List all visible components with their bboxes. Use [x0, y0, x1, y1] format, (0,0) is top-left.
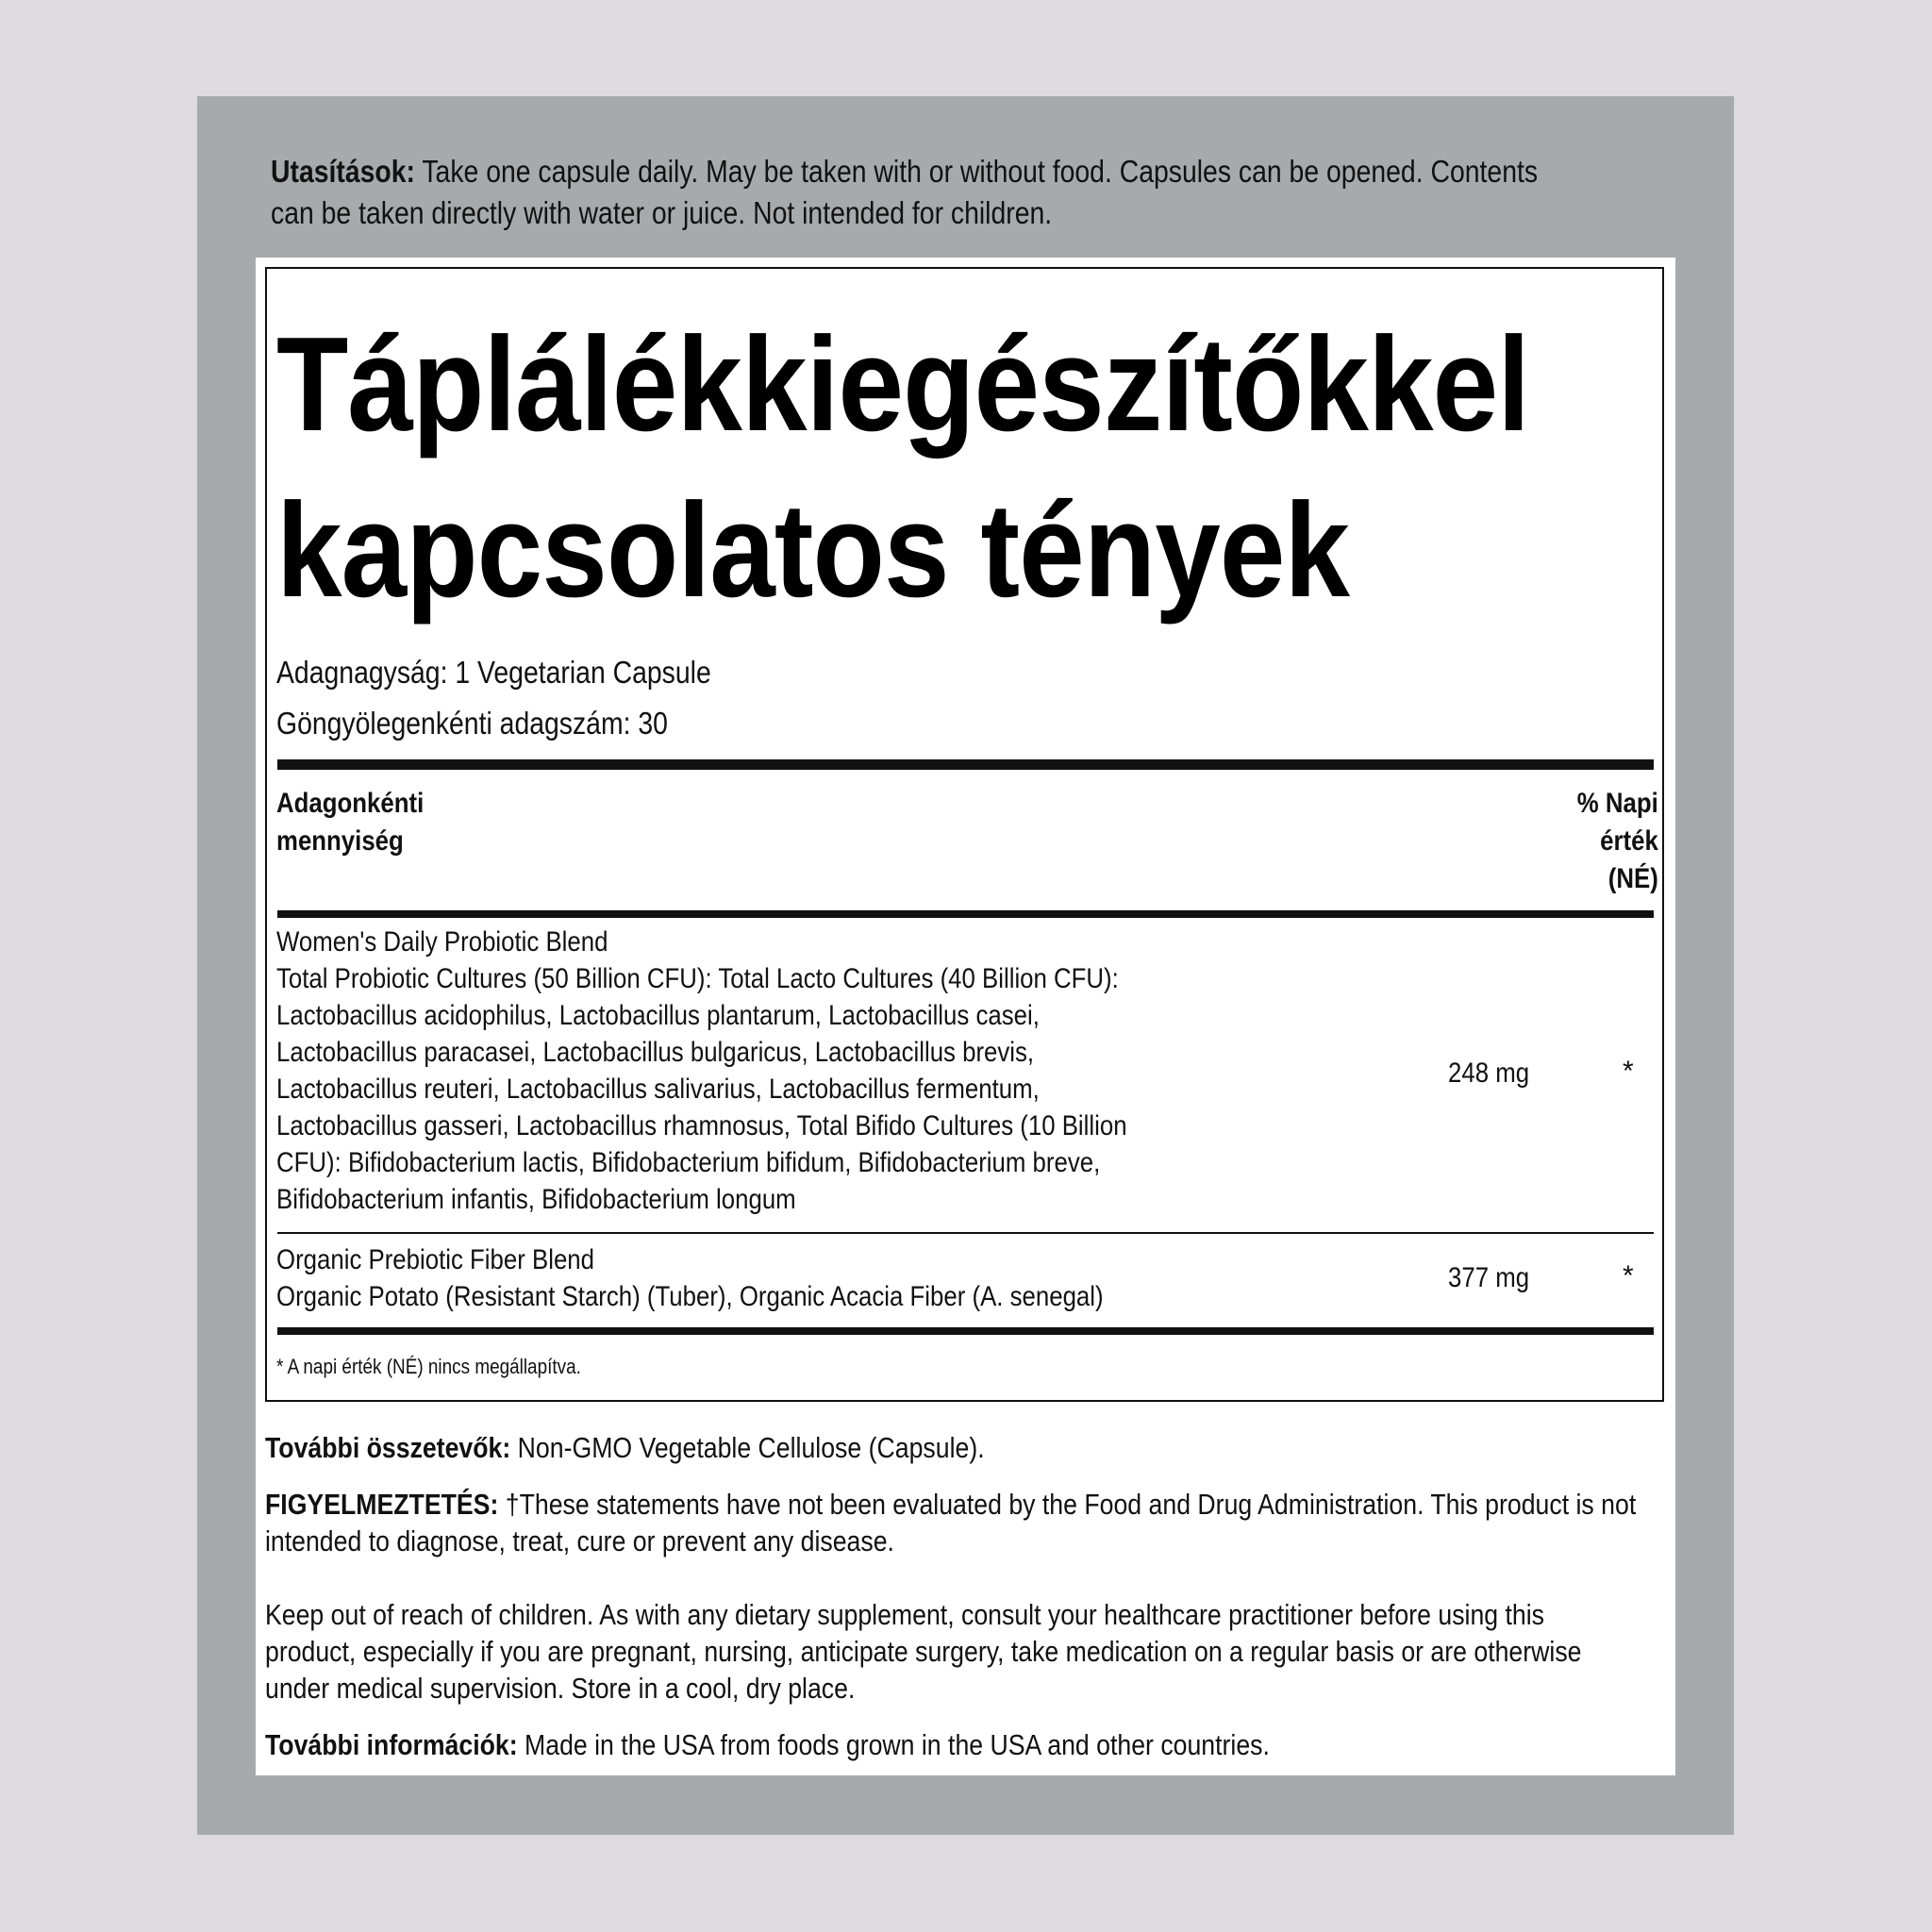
- ingredient-line: CFU): Bifidobacterium lactis, Bifidobacterium bifidum, Bifidobacterium breve,: [276, 1147, 1101, 1178]
- warning-line1: †These statements have not been evaluated by the Food and Drug Administration. This product is not: [505, 1488, 1637, 1521]
- warning-statement: [265, 1486, 1636, 1559]
- ingredient-line: Women's Daily Probiotic Blend: [276, 926, 608, 958]
- directions-line2: can be taken directly with water or juice. Not intended for children.: [271, 195, 1053, 230]
- other-ingredients-label: További összetevők:: [265, 1431, 511, 1464]
- supplement-facts-title: [276, 302, 1529, 634]
- warning-line2: intended to diagnose, treat, cure or prevent any disease.: [265, 1524, 894, 1557]
- ingredient-line: Lactobacillus gasseri, Lactobacillus rhamnosus, Total Bifido Cultures (10 Billion: [276, 1110, 1127, 1141]
- additional-information: [265, 1726, 1270, 1763]
- amount-header-line2: mennyiség: [276, 825, 404, 857]
- title-line1: Táplálékkiegészítőkkel: [276, 309, 1530, 459]
- servings-per-container: Göngyölegenkénti adagszám: 30: [276, 706, 668, 741]
- probiotic-blend-description: [276, 924, 1127, 1218]
- ingredient-line: Lactobacillus paracasei, Lactobacillus bulgaricus, Lactobacillus brevis,: [276, 1037, 1035, 1068]
- thick-divider: [277, 759, 1654, 770]
- prebiotic-blend-daily-value: *: [1623, 1260, 1634, 1291]
- keep-out-line3: under medical supervision. Store in a cool, dry place.: [265, 1672, 856, 1705]
- dv-header-line1: % Napi: [1576, 788, 1658, 819]
- prebiotic-blend-description: [276, 1241, 1104, 1315]
- serving-size: Adagnagyság: 1 Vegetarian Capsule: [276, 655, 711, 690]
- amount-per-serving-header: [276, 785, 424, 860]
- ingredient-line: Total Probiotic Cultures (50 Billion CFU): Total Lacto Cultures (40 Billion CFU):: [276, 963, 1119, 994]
- ingredient-line: Organic Prebiotic Fiber Blend: [276, 1244, 594, 1275]
- ingredient-line: Lactobacillus acidophilus, Lactobacillus plantarum, Lactobacillus casei,: [276, 1000, 1040, 1031]
- keep-out-line2: product, especially if you are pregnant, nursing, anticipate surgery, take medication on a regular basis or are otherwise: [265, 1635, 1582, 1668]
- ingredient-line: Lactobacillus reuteri, Lactobacillus salivarius, Lactobacillus fermentum,: [276, 1074, 1040, 1105]
- thin-divider: [277, 1232, 1654, 1234]
- directions-label: Utasítások:: [271, 154, 415, 189]
- ingredient-line: Bifidobacterium infantis, Bifidobacterium longum: [276, 1184, 796, 1215]
- keep-out-line1: Keep out of reach of children. As with any dietary supplement, consult your healthcare practitioner before using this: [265, 1598, 1544, 1631]
- probiotic-blend-daily-value: *: [1623, 1056, 1634, 1087]
- prebiotic-blend-amount: 377 mg: [1448, 1262, 1530, 1293]
- daily-value-header: [1472, 785, 1658, 898]
- additional-info-text: Made in the USA from foods grown in the USA and other countries.: [525, 1728, 1270, 1761]
- daily-value-footnote: * A napi érték (NÉ) nincs megállapítva.: [276, 1355, 581, 1378]
- additional-info-label: További információk:: [265, 1728, 518, 1761]
- amount-header-line1: Adagonkénti: [276, 788, 425, 819]
- directions-text: [271, 151, 1539, 234]
- other-ingredients-text: Non-GMO Vegetable Cellulose (Capsule).: [517, 1431, 985, 1464]
- ingredient-line: Organic Potato (Resistant Starch) (Tuber), Organic Acacia Fiber (A. senegal): [276, 1281, 1104, 1312]
- title-line2: kapcsolatos tények: [276, 475, 1350, 625]
- other-ingredients: [265, 1429, 985, 1466]
- directions-line1: Take one capsule daily. May be taken with or without food. Capsules can be opened. Contents: [422, 154, 1539, 189]
- dv-header-line3: (NÉ): [1607, 863, 1658, 894]
- thick-divider: [277, 1327, 1654, 1335]
- dv-header-line2: érték: [1600, 825, 1658, 857]
- warning-label: FIGYELMEZTETÉS:: [265, 1488, 499, 1521]
- probiotic-blend-amount: 248 mg: [1448, 1058, 1530, 1089]
- keep-out-of-reach-text: [265, 1596, 1581, 1707]
- thick-divider: [277, 910, 1654, 918]
